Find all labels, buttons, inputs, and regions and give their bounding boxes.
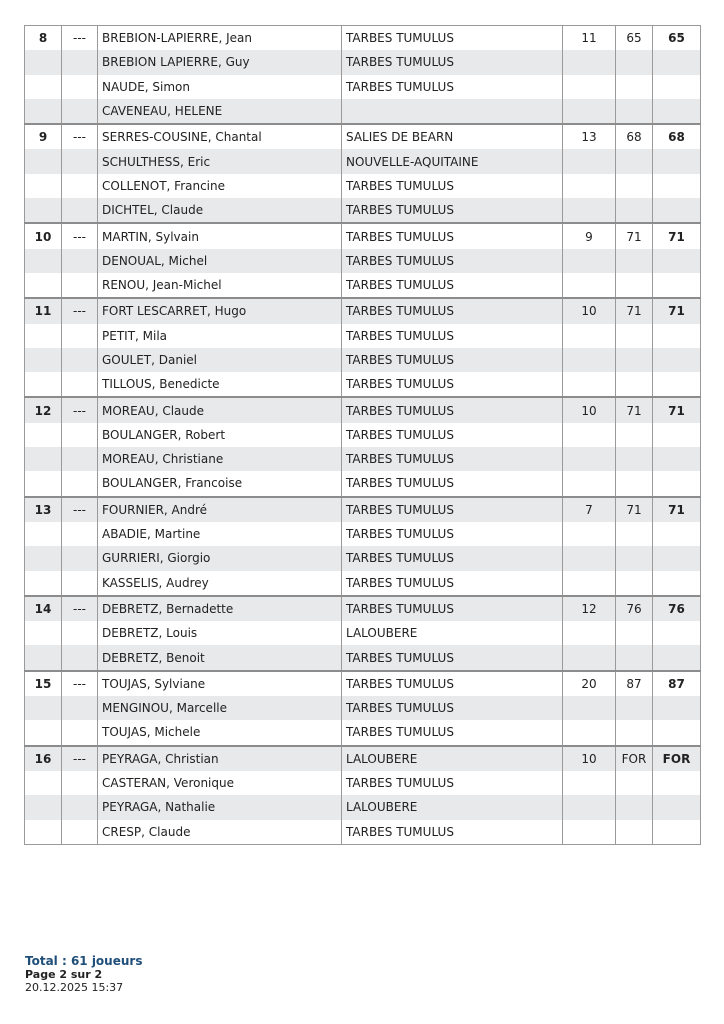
player-name: BREBION-LAPIERRE, Jean	[98, 26, 342, 51]
score-cell	[616, 696, 653, 720]
rank-cell	[25, 174, 62, 198]
club-name: TARBES TUMULUS	[342, 174, 563, 198]
player-name: PETIT, Mila	[98, 324, 342, 348]
score-cell	[616, 174, 653, 198]
player-name: BOULANGER, Francoise	[98, 471, 342, 496]
handicap-cell	[563, 372, 616, 397]
rank-cell: 8	[25, 26, 62, 51]
status-cell	[62, 75, 98, 99]
score-cell: 68	[616, 124, 653, 149]
table-row	[25, 26, 701, 51]
total-players: Total : 61 joueurs	[25, 954, 143, 968]
final-score-cell	[653, 522, 701, 546]
score-cell	[616, 423, 653, 447]
player-name: NAUDE, Simon	[98, 75, 342, 99]
club-name: TARBES TUMULUS	[342, 249, 563, 273]
player-name: TOUJAS, Sylviane	[98, 671, 342, 696]
table-row	[25, 50, 701, 74]
rank-cell	[25, 423, 62, 447]
club-name: TARBES TUMULUS	[342, 397, 563, 422]
rank-cell	[25, 324, 62, 348]
club-name: TARBES TUMULUS	[342, 324, 563, 348]
table-row	[25, 198, 701, 223]
table-row	[25, 447, 701, 471]
handicap-cell	[563, 820, 616, 845]
score-cell	[616, 645, 653, 670]
player-name: ABADIE, Martine	[98, 522, 342, 546]
score-cell: 65	[616, 26, 653, 51]
club-name: TARBES TUMULUS	[342, 348, 563, 372]
player-name: KASSELIS, Audrey	[98, 571, 342, 596]
handicap-cell: 11	[563, 26, 616, 51]
status-cell: ---	[62, 223, 98, 248]
score-cell: 71	[616, 397, 653, 422]
status-cell	[62, 198, 98, 223]
handicap-cell	[563, 198, 616, 223]
status-cell: ---	[62, 497, 98, 522]
table-row	[25, 596, 701, 621]
score-cell	[616, 372, 653, 397]
final-score-cell	[653, 149, 701, 173]
table-row	[25, 746, 701, 771]
club-name: TARBES TUMULUS	[342, 546, 563, 570]
club-name: TARBES TUMULUS	[342, 720, 563, 745]
page-footer	[25, 954, 142, 994]
rank-cell	[25, 372, 62, 397]
final-score-cell	[653, 571, 701, 596]
table-row	[25, 771, 701, 795]
status-cell	[62, 174, 98, 198]
handicap-cell	[563, 795, 616, 819]
score-cell	[616, 795, 653, 819]
status-cell	[62, 546, 98, 570]
status-cell: ---	[62, 596, 98, 621]
player-name: CRESP, Claude	[98, 820, 342, 845]
table-row	[25, 720, 701, 745]
final-score-cell	[653, 471, 701, 496]
rank-cell	[25, 249, 62, 273]
score-cell	[616, 75, 653, 99]
final-score-cell	[653, 174, 701, 198]
handicap-cell	[563, 447, 616, 471]
score-cell	[616, 324, 653, 348]
status-cell	[62, 720, 98, 745]
score-cell	[616, 546, 653, 570]
score-cell: FOR	[616, 746, 653, 771]
player-name: BOULANGER, Robert	[98, 423, 342, 447]
handicap-cell	[563, 771, 616, 795]
final-score-cell	[653, 447, 701, 471]
rank-cell: 14	[25, 596, 62, 621]
club-name: TARBES TUMULUS	[342, 522, 563, 546]
club-name: TARBES TUMULUS	[342, 497, 563, 522]
handicap-cell	[563, 174, 616, 198]
final-score-cell: 71	[653, 223, 701, 248]
table-row	[25, 546, 701, 570]
score-cell	[616, 149, 653, 173]
table-row	[25, 174, 701, 198]
table-row	[25, 99, 701, 124]
rank-cell	[25, 198, 62, 223]
status-cell	[62, 645, 98, 670]
handicap-cell	[563, 571, 616, 596]
club-name: TARBES TUMULUS	[342, 447, 563, 471]
status-cell	[62, 696, 98, 720]
status-cell	[62, 447, 98, 471]
handicap-cell	[563, 720, 616, 745]
table-row	[25, 249, 701, 273]
player-name: RENOU, Jean-Michel	[98, 273, 342, 298]
player-name: PEYRAGA, Nathalie	[98, 795, 342, 819]
score-cell	[616, 447, 653, 471]
page-number: Page 2 sur 2	[25, 968, 103, 981]
score-cell	[616, 522, 653, 546]
rank-cell	[25, 571, 62, 596]
rank-cell	[25, 471, 62, 496]
player-name: FOURNIER, André	[98, 497, 342, 522]
score-cell: 71	[616, 223, 653, 248]
final-score-cell	[653, 273, 701, 298]
rank-cell	[25, 546, 62, 570]
status-cell: ---	[62, 26, 98, 51]
club-name: TARBES TUMULUS	[342, 423, 563, 447]
player-name: CASTERAN, Veronique	[98, 771, 342, 795]
player-name: BREBION LAPIERRE, Guy	[98, 50, 342, 74]
rank-cell	[25, 720, 62, 745]
status-cell	[62, 249, 98, 273]
player-name: PEYRAGA, Christian	[98, 746, 342, 771]
final-score-cell: 71	[653, 298, 701, 323]
table-row	[25, 571, 701, 596]
rank-cell: 13	[25, 497, 62, 522]
final-score-cell	[653, 795, 701, 819]
final-score-cell: 87	[653, 671, 701, 696]
table-row	[25, 423, 701, 447]
table-row	[25, 820, 701, 845]
table-row	[25, 645, 701, 670]
status-cell	[62, 423, 98, 447]
results-body	[25, 26, 701, 845]
final-score-cell: 76	[653, 596, 701, 621]
player-name: DENOUAL, Michel	[98, 249, 342, 273]
final-score-cell	[653, 820, 701, 845]
rank-cell: 9	[25, 124, 62, 149]
table-row	[25, 223, 701, 248]
status-cell	[62, 324, 98, 348]
final-score-cell	[653, 696, 701, 720]
score-cell: 71	[616, 497, 653, 522]
handicap-cell	[563, 50, 616, 74]
rank-cell: 11	[25, 298, 62, 323]
club-name: TARBES TUMULUS	[342, 273, 563, 298]
player-name: MOREAU, Christiane	[98, 447, 342, 471]
table-row	[25, 795, 701, 819]
print-date: 20.12.2025 15:37	[25, 981, 124, 994]
status-cell	[62, 372, 98, 397]
rank-cell	[25, 771, 62, 795]
rank-cell	[25, 820, 62, 845]
score-cell	[616, 820, 653, 845]
club-name: LALOUBERE	[342, 795, 563, 819]
status-cell	[62, 522, 98, 546]
score-cell: 76	[616, 596, 653, 621]
final-score-cell	[653, 771, 701, 795]
player-name: DEBRETZ, Benoit	[98, 645, 342, 670]
table-row	[25, 348, 701, 372]
club-name: TARBES TUMULUS	[342, 696, 563, 720]
status-cell	[62, 795, 98, 819]
handicap-cell: 10	[563, 298, 616, 323]
player-name: MOREAU, Claude	[98, 397, 342, 422]
player-name: MARTIN, Sylvain	[98, 223, 342, 248]
club-name: TARBES TUMULUS	[342, 26, 563, 51]
club-name: TARBES TUMULUS	[342, 223, 563, 248]
handicap-cell	[563, 149, 616, 173]
status-cell	[62, 348, 98, 372]
final-score-cell: 68	[653, 124, 701, 149]
score-cell	[616, 99, 653, 124]
status-cell	[62, 571, 98, 596]
table-row	[25, 497, 701, 522]
rank-cell: 10	[25, 223, 62, 248]
final-score-cell	[653, 720, 701, 745]
status-cell	[62, 771, 98, 795]
handicap-cell	[563, 75, 616, 99]
table-row	[25, 273, 701, 298]
player-name: SCHULTHESS, Eric	[98, 149, 342, 173]
final-score-cell	[653, 249, 701, 273]
score-cell: 71	[616, 298, 653, 323]
final-score-cell	[653, 645, 701, 670]
rank-cell	[25, 348, 62, 372]
rank-cell	[25, 696, 62, 720]
handicap-cell	[563, 471, 616, 496]
final-score-cell	[653, 372, 701, 397]
club-name: TARBES TUMULUS	[342, 471, 563, 496]
player-name: MENGINOU, Marcelle	[98, 696, 342, 720]
status-cell	[62, 99, 98, 124]
rank-cell: 15	[25, 671, 62, 696]
player-name: DEBRETZ, Louis	[98, 621, 342, 645]
player-name: GURRIERI, Giorgio	[98, 546, 342, 570]
club-name	[342, 99, 563, 124]
table-row	[25, 621, 701, 645]
player-name: TILLOUS, Benedicte	[98, 372, 342, 397]
handicap-cell: 13	[563, 124, 616, 149]
final-score-cell	[653, 75, 701, 99]
handicap-cell: 9	[563, 223, 616, 248]
player-name: DEBRETZ, Bernadette	[98, 596, 342, 621]
table-row	[25, 149, 701, 173]
status-cell	[62, 273, 98, 298]
rank-cell	[25, 645, 62, 670]
final-score-cell	[653, 621, 701, 645]
player-name: GOULET, Daniel	[98, 348, 342, 372]
player-name: TOUJAS, Michele	[98, 720, 342, 745]
table-row	[25, 75, 701, 99]
handicap-cell: 10	[563, 746, 616, 771]
handicap-cell	[563, 423, 616, 447]
club-name: LALOUBERE	[342, 746, 563, 771]
handicap-cell	[563, 273, 616, 298]
status-cell	[62, 621, 98, 645]
player-name: DICHTEL, Claude	[98, 198, 342, 223]
score-cell: 87	[616, 671, 653, 696]
score-cell	[616, 720, 653, 745]
rank-cell	[25, 273, 62, 298]
club-name: TARBES TUMULUS	[342, 50, 563, 74]
final-score-cell	[653, 546, 701, 570]
status-cell	[62, 820, 98, 845]
table-row	[25, 671, 701, 696]
handicap-cell	[563, 324, 616, 348]
score-cell	[616, 249, 653, 273]
club-name: TARBES TUMULUS	[342, 198, 563, 223]
club-name: TARBES TUMULUS	[342, 771, 563, 795]
rank-cell	[25, 795, 62, 819]
score-cell	[616, 621, 653, 645]
final-score-cell	[653, 423, 701, 447]
club-name: TARBES TUMULUS	[342, 75, 563, 99]
rank-cell: 12	[25, 397, 62, 422]
results-table	[24, 25, 701, 845]
rank-cell	[25, 99, 62, 124]
table-row	[25, 298, 701, 323]
status-cell	[62, 50, 98, 74]
rank-cell	[25, 447, 62, 471]
score-cell	[616, 571, 653, 596]
handicap-cell: 20	[563, 671, 616, 696]
table-row	[25, 324, 701, 348]
club-name: TARBES TUMULUS	[342, 645, 563, 670]
club-name: TARBES TUMULUS	[342, 820, 563, 845]
final-score-cell: FOR	[653, 746, 701, 771]
status-cell: ---	[62, 746, 98, 771]
player-name: COLLENOT, Francine	[98, 174, 342, 198]
table-row	[25, 696, 701, 720]
status-cell	[62, 149, 98, 173]
final-score-cell	[653, 50, 701, 74]
final-score-cell: 71	[653, 497, 701, 522]
final-score-cell: 71	[653, 397, 701, 422]
table-row	[25, 522, 701, 546]
rank-cell	[25, 522, 62, 546]
score-cell	[616, 198, 653, 223]
club-name: TARBES TUMULUS	[342, 298, 563, 323]
rank-cell	[25, 75, 62, 99]
score-cell	[616, 273, 653, 298]
club-name: SALIES DE BEARN	[342, 124, 563, 149]
rank-cell	[25, 50, 62, 74]
handicap-cell	[563, 621, 616, 645]
handicap-cell	[563, 696, 616, 720]
handicap-cell	[563, 348, 616, 372]
rank-cell	[25, 621, 62, 645]
final-score-cell	[653, 198, 701, 223]
club-name: TARBES TUMULUS	[342, 596, 563, 621]
club-name: TARBES TUMULUS	[342, 372, 563, 397]
handicap-cell: 12	[563, 596, 616, 621]
rank-cell: 16	[25, 746, 62, 771]
status-cell: ---	[62, 124, 98, 149]
final-score-cell	[653, 324, 701, 348]
score-cell	[616, 471, 653, 496]
final-score-cell: 65	[653, 26, 701, 51]
club-name: LALOUBERE	[342, 621, 563, 645]
handicap-cell	[563, 645, 616, 670]
final-score-cell	[653, 99, 701, 124]
player-name: CAVENEAU, HELENE	[98, 99, 342, 124]
player-name: FORT LESCARRET, Hugo	[98, 298, 342, 323]
handicap-cell	[563, 249, 616, 273]
handicap-cell: 10	[563, 397, 616, 422]
score-cell	[616, 771, 653, 795]
status-cell: ---	[62, 298, 98, 323]
table-row	[25, 124, 701, 149]
club-name: TARBES TUMULUS	[342, 671, 563, 696]
player-name: SERRES-COUSINE, Chantal	[98, 124, 342, 149]
table-row	[25, 397, 701, 422]
table-row	[25, 471, 701, 496]
club-name: NOUVELLE-AQUITAINE	[342, 149, 563, 173]
handicap-cell	[563, 99, 616, 124]
table-row	[25, 372, 701, 397]
score-cell	[616, 50, 653, 74]
handicap-cell	[563, 546, 616, 570]
status-cell: ---	[62, 397, 98, 422]
status-cell	[62, 471, 98, 496]
final-score-cell	[653, 348, 701, 372]
status-cell: ---	[62, 671, 98, 696]
handicap-cell	[563, 522, 616, 546]
club-name: TARBES TUMULUS	[342, 571, 563, 596]
score-cell	[616, 348, 653, 372]
handicap-cell: 7	[563, 497, 616, 522]
rank-cell	[25, 149, 62, 173]
